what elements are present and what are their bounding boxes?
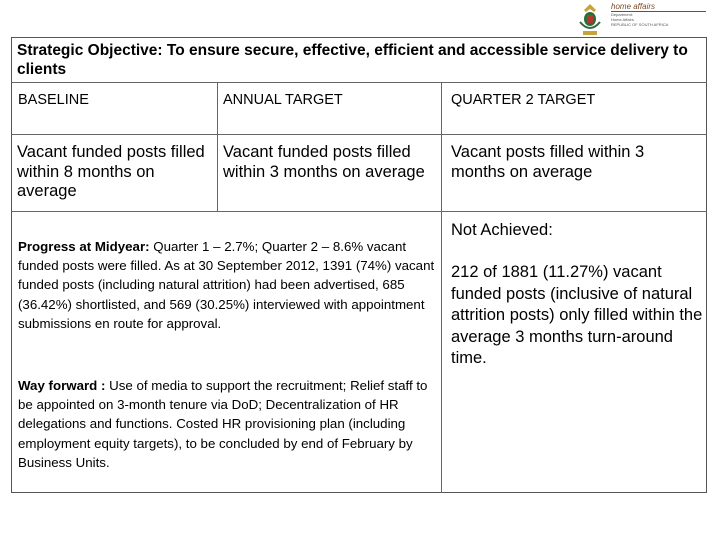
progress-label: Progress at Midyear: (18, 239, 150, 254)
cell-annual-target: Vacant funded posts filled within 3 months on average (223, 143, 425, 181)
coat-of-arms-icon (576, 2, 604, 38)
way-forward-section (18, 376, 436, 472)
header-annual-target: ANNUAL TARGET (223, 92, 343, 108)
strategic-objective: Strategic Objective: To ensure secure, effective, efficient and accessible service delivery to clients (17, 42, 688, 78)
way-forward-label: Way forward : (18, 378, 106, 393)
home-affairs-logo (576, 2, 716, 38)
logo-sub-line: REPUBLIC OF SOUTH AFRICA (611, 22, 669, 27)
header-quarter2-target: QUARTER 2 TARGET (451, 92, 596, 108)
logo-sub-line: Department: (611, 12, 634, 17)
status-title: Not Achieved: (451, 221, 553, 239)
header-baseline: BASELINE (18, 92, 89, 108)
table-divider (11, 211, 707, 212)
column-divider (217, 82, 218, 212)
logo-subtext (611, 12, 711, 27)
logo-sub-line: Home Affairs (611, 17, 634, 22)
column-divider (441, 82, 442, 493)
way-forward-text: Use of media to support the recruitment; Relief staff to be appointed on 3-month tenure via DoD; Decentralization of HR delegations and functions. Costed HR provisioning plan (including employment equity targets), to be concluded by end of February by Business Units. (18, 378, 428, 470)
progress-text: Quarter 1 – 2.7%; Quarter 2 – 8.6% vacant funded posts were filled. As at 30 September 2012, 1391 (74%) vacant funded posts (including natural attrition) had been advertised, 685 (36.42%) shortlisted, and 569 (30.25%) interviewed with appointment submissions en route for approval. (18, 239, 435, 331)
status-text: 212 of 1881 (11.27%) vacant funded posts (inclusive of natural attrition posts) only filled within the average 3 months turn-around time. (451, 263, 703, 368)
table-divider (11, 134, 707, 135)
cell-quarter2-target: Vacant posts filled within 3 months on average (451, 143, 645, 181)
table-divider (11, 82, 707, 83)
logo-brand-text: home affairs (611, 2, 656, 11)
cell-baseline: Vacant funded posts filled within 8 months on average (17, 143, 205, 200)
progress-section (18, 237, 436, 333)
